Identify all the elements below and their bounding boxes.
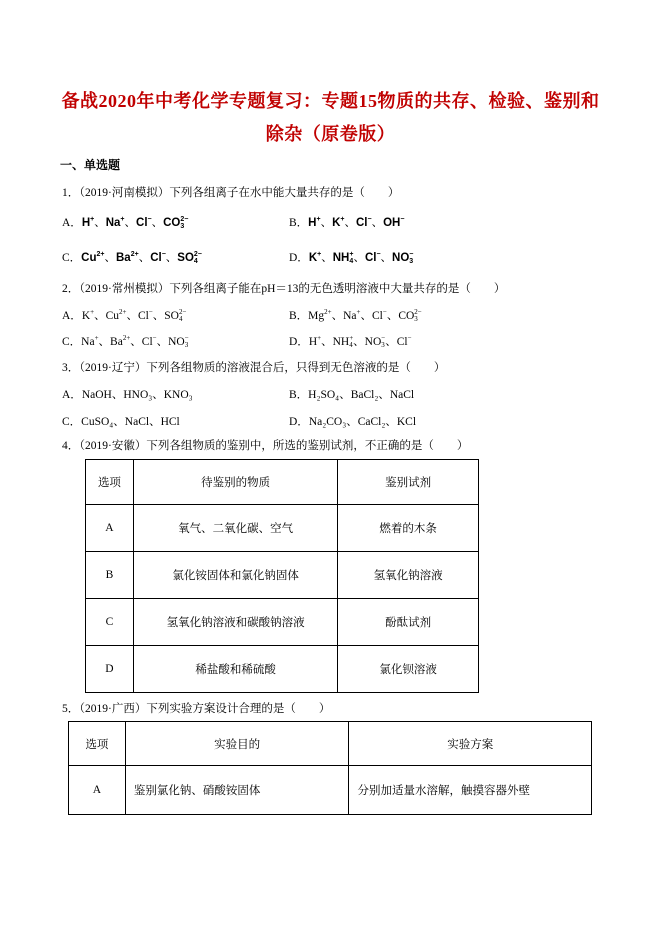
ion-formula: Ba 2+ (116, 250, 139, 264)
ion-formula: NO − 3 (392, 250, 414, 265)
table-cell: 氯化铵固体和氯化钠固体 (133, 552, 337, 599)
document-title-line2: 除杂（原卷版） (265, 124, 396, 144)
ion-separator: 、 (126, 310, 138, 322)
question-5-stem: 5．（2019·广西）下列实验方案设计合理的是（ ） (62, 703, 331, 715)
option-letter: C． (62, 416, 82, 428)
option-letter: B． (289, 217, 309, 229)
ion-separator: 、 (386, 310, 399, 322)
question-2-option-a (62, 307, 186, 323)
table-cell: A (69, 766, 126, 815)
question-2-option-c (62, 333, 189, 349)
ion-formula: Ba 2+ (110, 334, 131, 348)
ion-separator: 、 (130, 336, 142, 348)
option-letter: C． (62, 336, 82, 348)
ion-separator: 、 (156, 336, 169, 348)
question-2-option-d (289, 333, 412, 349)
question-1-option-a (62, 214, 188, 230)
ion-formula: Cl − (141, 334, 157, 348)
ion-formula: Cu 2+ (105, 308, 127, 322)
ion-separator: 、 (331, 310, 344, 322)
ion-separator: 、 (321, 252, 333, 264)
table-cell: B (86, 552, 134, 599)
table-header-cell: 鉴别试剂 (338, 460, 479, 505)
option-letter: C． (62, 252, 82, 264)
question-4-table (85, 459, 479, 693)
question-1-stem: 1．（2019·河南模拟）下列各组离子在水中能大量共存的是（ ） (62, 187, 400, 199)
ion-formula: Cl − (364, 250, 381, 264)
ion-separator: 、 (371, 217, 384, 229)
table-row (69, 766, 592, 815)
option-letter: A． (62, 310, 82, 322)
option-letter: B． (289, 310, 309, 322)
table-cell: 分别加适量水溶解，触摸容器外壁 (349, 766, 592, 815)
ion-formula: K + (81, 308, 95, 322)
ion-separator: 、 (138, 252, 151, 264)
question-3-option-c (62, 413, 180, 429)
ion-formula: Cu 2+ (81, 250, 105, 264)
table-cell: 燃着的木条 (338, 505, 479, 552)
question-5-table (68, 721, 592, 815)
ion-separator: 、 (124, 217, 137, 229)
ion-separator: 、 (321, 336, 333, 348)
ion-formula: Na + (81, 334, 99, 348)
ion-formula: Cl − (371, 308, 387, 322)
table-cell: 氧气、二氧化碳、空气 (133, 505, 337, 552)
question-3-option-d (289, 413, 416, 429)
ion-separator: 、 (360, 310, 372, 322)
ion-formula: H + (308, 334, 322, 348)
question-2-option-b (289, 307, 422, 323)
table-header-row (69, 722, 592, 766)
ion-separator: 、 (151, 217, 164, 229)
question-2-stem: 2．（2019·常州模拟）下列各组离子能在pH＝13的无色透明溶液中大量共存的是（ ） (62, 283, 506, 295)
ion-separator: 、 (380, 252, 393, 264)
ion-formula: OH − (383, 215, 405, 229)
table-header-cell: 实验方案 (349, 722, 592, 766)
option-letter: D． (289, 336, 309, 348)
table-cell: 稀盐酸和稀硫酸 (133, 646, 337, 693)
question-1-option-c (62, 249, 202, 265)
ion-formula: K + (332, 215, 345, 229)
ion-formula: H + (308, 215, 321, 229)
ion-separator: 、 (104, 252, 116, 264)
table-header-cell: 待鉴别的物质 (133, 460, 337, 505)
ion-formula: SO 2− 4 (164, 308, 187, 324)
option-letter: A． (62, 217, 82, 229)
table-cell: 氢氧化钠溶液 (338, 552, 479, 599)
section-heading: 一、单选题 (60, 158, 121, 172)
ion-separator: 、 (94, 310, 106, 322)
question-3-option-b (289, 386, 414, 402)
ion-formula: Na + (105, 215, 125, 229)
table-cell: 氢氧化钠溶液和碳酸钠溶液 (133, 599, 337, 646)
option-text: Na₂CO₃、CaCl₂、KCl (308, 416, 417, 428)
ion-formula: NO − 3 (168, 334, 189, 350)
table-cell: C (86, 599, 134, 646)
ion-separator: 、 (94, 217, 106, 229)
ion-formula: Cl − (396, 334, 412, 348)
ion-separator: 、 (344, 217, 356, 229)
ion-formula: Mg 2+ (308, 308, 332, 322)
table-cell: 氯化钡溶液 (338, 646, 479, 693)
table-row (86, 646, 479, 693)
option-letter: A． (62, 389, 82, 401)
option-text: NaOH、HNO₃、KNO₃ (81, 389, 193, 401)
table-cell: A (86, 505, 134, 552)
question-1-option-b (289, 214, 404, 230)
table-header-cell: 选项 (69, 722, 126, 766)
ion-formula: NH + 4 (332, 334, 354, 350)
option-text: CuSO₄、NaCl、HCl (81, 416, 180, 428)
table-header-cell: 实验目的 (125, 722, 349, 766)
ion-separator: 、 (152, 310, 165, 322)
ion-formula: CO 2− 3 (163, 215, 189, 230)
table-cell: 酚酞试剂 (338, 599, 479, 646)
ion-formula: NO − 3 (364, 334, 386, 350)
table-row (86, 552, 479, 599)
table-cell: 鉴别氯化钠、硝酸铵固体 (125, 766, 349, 815)
table-row (86, 599, 479, 646)
table-cell: D (86, 646, 134, 693)
question-4-stem: 4．（2019·安徽）下列各组物质的鉴别中，所选的鉴别试剂，不正确的是（ ） (62, 440, 469, 452)
document-title-line1: 备战2020年中考化学专题复习：专题15物质的共存、检验、鉴别和 (61, 91, 600, 111)
ion-separator: 、 (353, 336, 365, 348)
ion-formula: CO 2− 3 (398, 308, 422, 324)
ion-formula: Na + (343, 308, 361, 322)
ion-formula: Cl − (137, 308, 153, 322)
ion-separator: 、 (353, 252, 365, 264)
ion-separator: 、 (165, 252, 178, 264)
table-header-cell: 选项 (86, 460, 134, 505)
option-letter: B． (289, 389, 309, 401)
question-1-option-d (289, 249, 413, 265)
ion-formula: Cl − (136, 215, 152, 229)
question-3-option-a (62, 386, 193, 402)
ion-formula: H + (81, 215, 95, 229)
option-letter: D． (289, 252, 309, 264)
ion-formula: K + (308, 250, 322, 264)
option-letter: D． (289, 416, 309, 428)
question-3-stem: 3．（2019·辽宁）下列各组物质的溶液混合后，只得到无色溶液的是（ ） (62, 362, 446, 374)
ion-formula: Cl − (150, 250, 166, 264)
ion-formula: NH + 4 (332, 250, 354, 265)
table-row (86, 505, 479, 552)
ion-separator: 、 (98, 336, 111, 348)
table-header-row (86, 460, 479, 505)
ion-formula: SO 2− 4 (177, 250, 202, 265)
ion-separator: 、 (385, 336, 397, 348)
ion-formula: Cl − (355, 215, 372, 229)
ion-separator: 、 (320, 217, 333, 229)
option-text: H₂SO₄、BaCl₂、NaCl (308, 389, 415, 401)
